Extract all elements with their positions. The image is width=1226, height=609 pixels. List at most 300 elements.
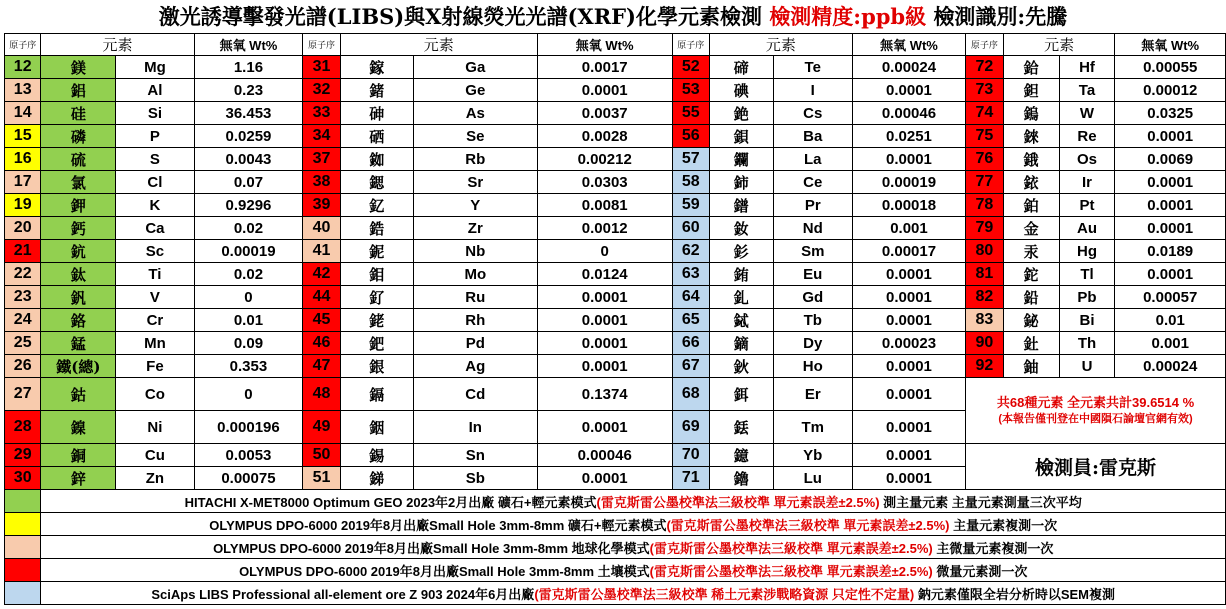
element-name: 鈥 xyxy=(709,355,773,378)
element-symbol: Ni xyxy=(116,411,194,444)
atomic-number: 21 xyxy=(5,240,41,263)
element-name: 釤 xyxy=(709,240,773,263)
element-name: 鉍 xyxy=(1003,309,1059,332)
element-symbol: Hf xyxy=(1059,56,1115,79)
element-symbol: Yb xyxy=(773,444,852,467)
atomic-number: 82 xyxy=(966,286,1004,309)
title-precision: 檢測精度:ppb級 xyxy=(769,4,927,29)
element-value: 0.0001 xyxy=(537,467,672,490)
element-name: 鍶 xyxy=(340,171,413,194)
table-row xyxy=(5,79,1226,102)
element-name: 汞 xyxy=(1003,240,1059,263)
element-value: 0.0028 xyxy=(537,125,672,148)
legend-swatch xyxy=(5,490,41,513)
atomic-number: 65 xyxy=(672,309,709,332)
element-value: 36.453 xyxy=(194,102,303,125)
legend-calibration: (雷克斯雷公墨校準法三級校準 單元素誤差±2.5%) xyxy=(666,517,950,533)
element-name: 鉈 xyxy=(1003,263,1059,286)
table-row xyxy=(5,171,1226,194)
element-name: 鉀 xyxy=(41,194,116,217)
element-symbol: Ti xyxy=(116,263,194,286)
element-symbol: Sn xyxy=(413,444,537,467)
element-symbol: Sr xyxy=(413,171,537,194)
element-value: 0.00019 xyxy=(194,240,303,263)
element-name: 鐿 xyxy=(709,444,773,467)
element-symbol: Os xyxy=(1059,148,1115,171)
element-symbol: Tm xyxy=(773,411,852,444)
legend-purpose: 微量元素測一次 xyxy=(932,563,1028,579)
element-name: 釩 xyxy=(41,286,116,309)
legend-swatch xyxy=(5,559,41,582)
atomic-number: 74 xyxy=(966,102,1004,125)
atomic-number: 34 xyxy=(303,125,340,148)
legend-purpose: 主微量元素複測一次 xyxy=(932,540,1054,556)
atomic-number: 55 xyxy=(672,102,709,125)
element-name: 鋁 xyxy=(41,79,116,102)
element-value: 0.0001 xyxy=(1115,263,1226,286)
atomic-number: 45 xyxy=(303,309,340,332)
element-name: 鋱 xyxy=(709,309,773,332)
element-name: 碲 xyxy=(709,56,773,79)
element-value: 0.00046 xyxy=(537,444,672,467)
summary-total-cell xyxy=(966,378,1226,444)
element-value: 0.00212 xyxy=(537,148,672,171)
table-row xyxy=(5,194,1226,217)
element-symbol: Re xyxy=(1059,125,1115,148)
legend-instrument: OLYMPUS DPO-6000 2019年8月出廠Small Hole 3mm-8mm 地球化學模式 xyxy=(213,540,650,556)
element-value: 0.001 xyxy=(852,217,965,240)
element-value: 0.0001 xyxy=(852,444,965,467)
element-symbol: I xyxy=(773,79,852,102)
element-name: 鈧 xyxy=(41,240,116,263)
atomic-number: 60 xyxy=(672,217,709,240)
element-value: 0.0069 xyxy=(1115,148,1226,171)
element-value: 0.353 xyxy=(194,355,303,378)
atomic-number: 38 xyxy=(303,171,340,194)
atomic-number: 50 xyxy=(303,444,340,467)
atomic-number: 63 xyxy=(672,263,709,286)
summary-note: (本報告僅刊登在中國隕石論壇官網有效) xyxy=(998,413,1193,425)
element-name: 鈣 xyxy=(41,217,116,240)
legend-text xyxy=(41,513,1226,536)
element-value: 0.0012 xyxy=(537,217,672,240)
element-value: 0.00046 xyxy=(852,102,965,125)
legend-row xyxy=(5,559,1226,582)
legend-row xyxy=(5,582,1226,605)
legend-instrument: OLYMPUS DPO-6000 2019年8月出廠Small Hole 3mm-8mm 礦石+輕元素模式 xyxy=(209,517,667,533)
header-atomic-number: 原子序 xyxy=(303,34,340,56)
element-value: 0.0001 xyxy=(852,286,965,309)
element-symbol: Nd xyxy=(773,217,852,240)
element-name: 銥 xyxy=(1003,171,1059,194)
element-name: 錸 xyxy=(1003,125,1059,148)
element-name: 銩 xyxy=(709,411,773,444)
element-symbol: P xyxy=(116,125,194,148)
element-name: 鎵 xyxy=(340,56,413,79)
element-value: 0.01 xyxy=(1115,309,1226,332)
element-name: 銪 xyxy=(709,263,773,286)
element-symbol: Mg xyxy=(116,56,194,79)
element-value: 0.0001 xyxy=(852,309,965,332)
element-value: 0.0053 xyxy=(194,444,303,467)
element-value: 0.0189 xyxy=(1115,240,1226,263)
element-symbol: Pd xyxy=(413,332,537,355)
atomic-number: 58 xyxy=(672,171,709,194)
header-value: 無氧 Wt% xyxy=(852,34,965,56)
atomic-number: 67 xyxy=(672,355,709,378)
element-symbol: In xyxy=(413,411,537,444)
table-row xyxy=(5,56,1226,79)
element-name: 鎂 xyxy=(41,56,116,79)
element-value: 0.02 xyxy=(194,217,303,240)
element-name: 鈾 xyxy=(1003,355,1059,378)
element-value: 0.0001 xyxy=(852,378,965,411)
element-name: 銻 xyxy=(340,467,413,490)
element-symbol: Pb xyxy=(1059,286,1115,309)
atomic-number: 39 xyxy=(303,194,340,217)
header-element: 元素 xyxy=(1003,34,1115,56)
report-title xyxy=(0,0,1226,33)
atomic-number: 77 xyxy=(966,171,1004,194)
element-symbol: Bi xyxy=(1059,309,1115,332)
legend-swatch xyxy=(5,536,41,559)
element-symbol: Ba xyxy=(773,125,852,148)
legend-text xyxy=(41,559,1226,582)
title-main: 激光誘導擊發光譜(LIBS)與X射線熒光光譜(XRF)化學元素檢測 xyxy=(158,4,762,29)
element-symbol: Dy xyxy=(773,332,852,355)
element-name: 砷 xyxy=(340,102,413,125)
element-value: 0.1374 xyxy=(537,378,672,411)
table-row xyxy=(5,263,1226,286)
atomic-number: 32 xyxy=(303,79,340,102)
element-value: 0.00012 xyxy=(1115,79,1226,102)
legend-row xyxy=(5,536,1226,559)
element-value: 0 xyxy=(537,240,672,263)
element-value: 0.00057 xyxy=(1115,286,1226,309)
element-symbol: Eu xyxy=(773,263,852,286)
element-symbol: Fe xyxy=(116,355,194,378)
element-name: 氯 xyxy=(41,171,116,194)
element-symbol: Nb xyxy=(413,240,537,263)
atomic-number: 49 xyxy=(303,411,340,444)
element-name: 鉑 xyxy=(1003,194,1059,217)
atomic-number: 51 xyxy=(303,467,340,490)
element-value: 1.16 xyxy=(194,56,303,79)
element-value: 0.00055 xyxy=(1115,56,1226,79)
element-symbol: Ru xyxy=(413,286,537,309)
element-name: 釷 xyxy=(1003,332,1059,355)
atomic-number: 26 xyxy=(5,355,41,378)
inspector-name: 檢測員:雷克斯 xyxy=(966,444,1226,490)
element-symbol: Er xyxy=(773,378,852,411)
atomic-number: 16 xyxy=(5,148,41,171)
element-name: 釕 xyxy=(340,286,413,309)
element-name: 鑥 xyxy=(709,467,773,490)
legend-text xyxy=(41,536,1226,559)
element-value: 0.00023 xyxy=(852,332,965,355)
element-name: 鉺 xyxy=(709,378,773,411)
legend-row xyxy=(5,513,1226,536)
element-symbol: W xyxy=(1059,102,1115,125)
element-symbol: Cs xyxy=(773,102,852,125)
element-name: 硫 xyxy=(41,148,116,171)
element-value: 0.00075 xyxy=(194,467,303,490)
element-value: 0.0037 xyxy=(537,102,672,125)
element-symbol: Zn xyxy=(116,467,194,490)
header-value: 無氧 Wt% xyxy=(537,34,672,56)
atomic-number: 29 xyxy=(5,444,41,467)
element-value: 0.0001 xyxy=(537,411,672,444)
element-symbol: U xyxy=(1059,355,1115,378)
legend-instrument: SciAps LIBS Professional all-element ore Z 903 2024年6月出廠 xyxy=(151,586,535,602)
element-symbol: Ir xyxy=(1059,171,1115,194)
atomic-number: 68 xyxy=(672,378,709,411)
element-value: 0.0001 xyxy=(537,355,672,378)
element-value: 0.0001 xyxy=(852,79,965,102)
atomic-number: 46 xyxy=(303,332,340,355)
element-name: 銦 xyxy=(340,411,413,444)
atomic-number: 72 xyxy=(966,56,1004,79)
atomic-number: 76 xyxy=(966,148,1004,171)
atomic-number: 47 xyxy=(303,355,340,378)
header-element: 元素 xyxy=(41,34,194,56)
atomic-number: 53 xyxy=(672,79,709,102)
element-symbol: Ca xyxy=(116,217,194,240)
element-value: 0.0001 xyxy=(537,79,672,102)
element-symbol: Th xyxy=(1059,332,1115,355)
element-name: 鉻 xyxy=(41,309,116,332)
element-name: 鑭 xyxy=(709,148,773,171)
atomic-number: 75 xyxy=(966,125,1004,148)
header-element: 元素 xyxy=(340,34,537,56)
element-name: 釹 xyxy=(709,217,773,240)
atomic-number: 17 xyxy=(5,171,41,194)
element-name: 鐵(總) xyxy=(41,355,116,378)
header-value: 無氧 Wt% xyxy=(194,34,303,56)
header-atomic-number: 原子序 xyxy=(5,34,41,56)
element-symbol: Lu xyxy=(773,467,852,490)
element-value: 0.0001 xyxy=(852,467,965,490)
atomic-number: 33 xyxy=(303,102,340,125)
element-symbol: Cr xyxy=(116,309,194,332)
element-symbol: Ce xyxy=(773,171,852,194)
element-value: 0.000196 xyxy=(194,411,303,444)
element-name: 鉛 xyxy=(1003,286,1059,309)
element-value: 0.00017 xyxy=(852,240,965,263)
table-row xyxy=(5,355,1226,378)
element-name: 鏑 xyxy=(709,332,773,355)
element-name: 鈰 xyxy=(709,171,773,194)
header-element: 元素 xyxy=(709,34,852,56)
element-symbol: Ho xyxy=(773,355,852,378)
atomic-number: 52 xyxy=(672,56,709,79)
element-value: 0.0001 xyxy=(1115,217,1226,240)
atomic-number: 81 xyxy=(966,263,1004,286)
atomic-number: 25 xyxy=(5,332,41,355)
element-value: 0.0081 xyxy=(537,194,672,217)
element-symbol: Tl xyxy=(1059,263,1115,286)
element-symbol: Au xyxy=(1059,217,1115,240)
element-symbol: K xyxy=(116,194,194,217)
element-name: 銠 xyxy=(340,309,413,332)
element-name: 鈷 xyxy=(41,378,116,411)
element-name: 鋇 xyxy=(709,125,773,148)
atomic-number: 69 xyxy=(672,411,709,444)
element-value: 0.0325 xyxy=(1115,102,1226,125)
atomic-number: 80 xyxy=(966,240,1004,263)
table-row xyxy=(5,240,1226,263)
element-symbol: Ga xyxy=(413,56,537,79)
table-row xyxy=(5,309,1226,332)
element-symbol: Y xyxy=(413,194,537,217)
element-symbol: Si xyxy=(116,102,194,125)
element-value: 0.00024 xyxy=(852,56,965,79)
atomic-number: 64 xyxy=(672,286,709,309)
element-name: 鋅 xyxy=(41,467,116,490)
element-name: 釓 xyxy=(709,286,773,309)
table-row xyxy=(5,217,1226,240)
element-value: 0.0001 xyxy=(852,148,965,171)
header-atomic-number: 原子序 xyxy=(672,34,709,56)
element-name: 釔 xyxy=(340,194,413,217)
element-value: 0.00018 xyxy=(852,194,965,217)
legend-purpose: 主量元素複測一次 xyxy=(949,517,1058,533)
element-name: 鉬 xyxy=(340,263,413,286)
element-value: 0.0001 xyxy=(852,355,965,378)
element-value: 0.0251 xyxy=(852,125,965,148)
legend-swatch xyxy=(5,513,41,536)
header-value: 無氧 Wt% xyxy=(1115,34,1226,56)
title-ident: 檢測識別:先騰 xyxy=(933,4,1068,29)
atomic-number: 78 xyxy=(966,194,1004,217)
element-name: 磷 xyxy=(41,125,116,148)
element-name: 鐠 xyxy=(709,194,773,217)
atomic-number: 56 xyxy=(672,125,709,148)
element-name: 硒 xyxy=(340,125,413,148)
element-symbol: As xyxy=(413,102,537,125)
atomic-number: 22 xyxy=(5,263,41,286)
element-name: 硅 xyxy=(41,102,116,125)
atomic-number: 31 xyxy=(303,56,340,79)
atomic-number: 79 xyxy=(966,217,1004,240)
atomic-number: 20 xyxy=(5,217,41,240)
element-value: 0.02 xyxy=(194,263,303,286)
element-symbol: V xyxy=(116,286,194,309)
atomic-number: 71 xyxy=(672,467,709,490)
table-row xyxy=(5,332,1226,355)
element-symbol: Ag xyxy=(413,355,537,378)
element-name: 銅 xyxy=(41,444,116,467)
element-value: 0 xyxy=(194,286,303,309)
legend-swatch xyxy=(5,582,41,605)
atomic-number: 83 xyxy=(966,309,1004,332)
atomic-number: 90 xyxy=(966,332,1004,355)
element-symbol: Sb xyxy=(413,467,537,490)
atomic-number: 66 xyxy=(672,332,709,355)
element-value: 0.0001 xyxy=(537,286,672,309)
element-symbol: S xyxy=(116,148,194,171)
legend-instrument: HITACHI X-MET8000 Optimum GEO 2023年2月出廠 礦石+輕元素模式 xyxy=(184,494,597,510)
element-symbol: Rb xyxy=(413,148,537,171)
element-symbol: Hg xyxy=(1059,240,1115,263)
element-symbol: Cu xyxy=(116,444,194,467)
element-value: 0.0001 xyxy=(1115,171,1226,194)
element-value: 0.00024 xyxy=(1115,355,1226,378)
element-value: 0.0001 xyxy=(1115,125,1226,148)
element-name: 鈦 xyxy=(41,263,116,286)
atomic-number: 24 xyxy=(5,309,41,332)
element-value: 0 xyxy=(194,378,303,411)
element-name: 鈮 xyxy=(340,240,413,263)
element-name: 鉿 xyxy=(1003,56,1059,79)
table-row xyxy=(5,102,1226,125)
element-value: 0.09 xyxy=(194,332,303,355)
legend-text xyxy=(41,490,1226,513)
atomic-number: 44 xyxy=(303,286,340,309)
element-symbol: Sm xyxy=(773,240,852,263)
element-name: 碘 xyxy=(709,79,773,102)
table-row xyxy=(5,125,1226,148)
legend-calibration: (雷克斯雷公墨校準法三級校準 單元素誤差±2.5%) xyxy=(649,563,933,579)
atomic-number: 40 xyxy=(303,217,340,240)
element-symbol: Pt xyxy=(1059,194,1115,217)
element-name: 鈀 xyxy=(340,332,413,355)
element-symbol: Tb xyxy=(773,309,852,332)
element-value: 0.07 xyxy=(194,171,303,194)
element-symbol: Se xyxy=(413,125,537,148)
element-table xyxy=(4,33,1226,605)
table-row xyxy=(5,444,1226,467)
element-name: 鎳 xyxy=(41,411,116,444)
atomic-number: 57 xyxy=(672,148,709,171)
element-value: 0.0017 xyxy=(537,56,672,79)
element-name: 鎢 xyxy=(1003,102,1059,125)
element-value: 0.0001 xyxy=(537,309,672,332)
atomic-number: 73 xyxy=(966,79,1004,102)
element-value: 0.0001 xyxy=(852,263,965,286)
element-symbol: Ta xyxy=(1059,79,1115,102)
atomic-number: 15 xyxy=(5,125,41,148)
element-value: 0.23 xyxy=(194,79,303,102)
element-name: 鋨 xyxy=(1003,148,1059,171)
legend-calibration: (雷克斯雷公墨校準法三級校準 稀土元素涉戰略資源 只定性不定量) xyxy=(534,586,915,602)
element-symbol: Co xyxy=(116,378,194,411)
element-value: 0.9296 xyxy=(194,194,303,217)
element-symbol: Mn xyxy=(116,332,194,355)
legend-calibration: (雷克斯雷公墨校準法三級校準 單元素誤差±2.5%) xyxy=(596,494,880,510)
element-value: 0.0001 xyxy=(537,332,672,355)
element-value: 0.0303 xyxy=(537,171,672,194)
element-symbol: Ge xyxy=(413,79,537,102)
element-symbol: Zr xyxy=(413,217,537,240)
atomic-number: 42 xyxy=(303,263,340,286)
element-value: 0.0124 xyxy=(537,263,672,286)
header-atomic-number: 原子序 xyxy=(966,34,1004,56)
element-value: 0.0001 xyxy=(1115,194,1226,217)
atomic-number: 14 xyxy=(5,102,41,125)
element-value: 0.0001 xyxy=(852,411,965,444)
element-value: 0.0259 xyxy=(194,125,303,148)
element-symbol: Al xyxy=(116,79,194,102)
atomic-number: 23 xyxy=(5,286,41,309)
atomic-number: 37 xyxy=(303,148,340,171)
element-name: 鍺 xyxy=(340,79,413,102)
table-row xyxy=(5,286,1226,309)
element-symbol: Cd xyxy=(413,378,537,411)
element-name: 錳 xyxy=(41,332,116,355)
atomic-number: 62 xyxy=(672,240,709,263)
element-symbol: Te xyxy=(773,56,852,79)
